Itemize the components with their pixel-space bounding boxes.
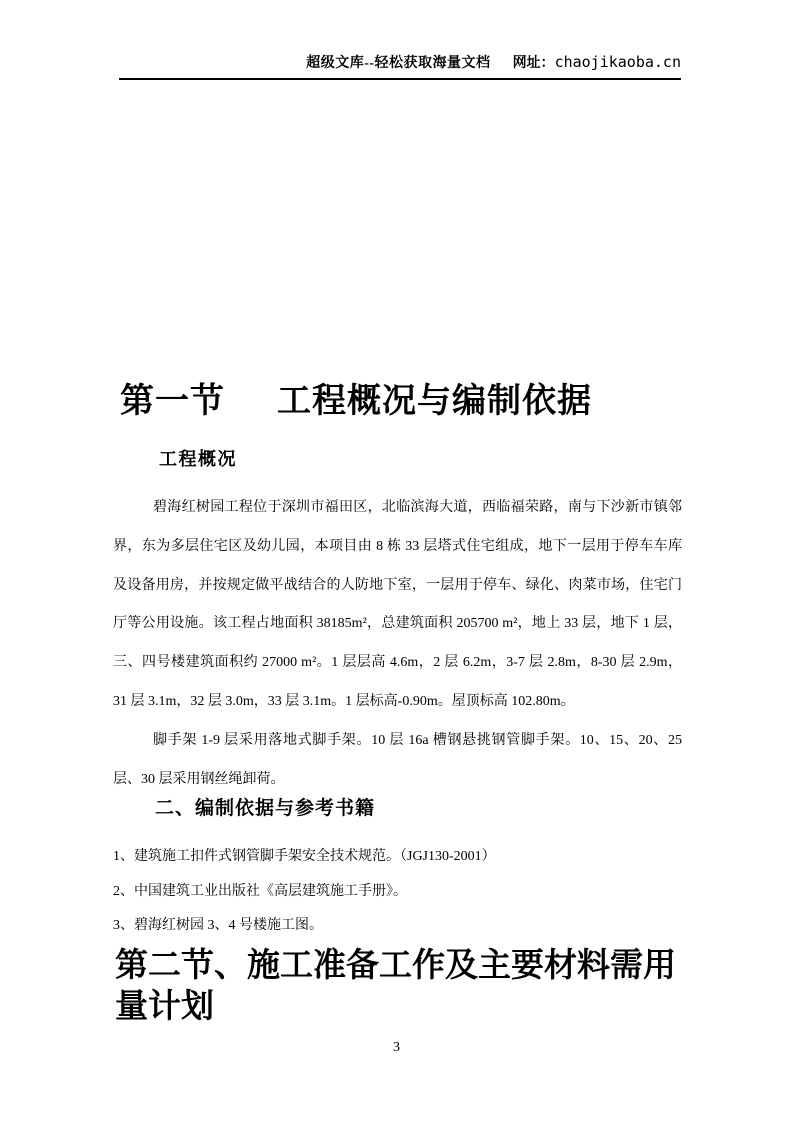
page-number: 3 <box>393 1040 400 1055</box>
text-line: 碧海红树园工程位于深圳市福田区，北临滨海大道，西临福荣路，南与下沙新市镇邻 <box>153 500 682 515</box>
text-line: 三、四号楼建筑面积约 27000 m²。1 层层高 4.6m，2 层 6.2m，3-7 层 2.8m，8-30 层 2.9m， <box>113 655 682 671</box>
overview-heading: 工程概况 <box>159 449 237 469</box>
section2-title <box>115 946 690 1028</box>
section1-title <box>120 378 592 426</box>
text-line: 31 层 3.1m，32 层 3.0m，33 层 3.1m。1 层标高-0.90m。屋顶标高 102.80m。 <box>113 693 575 709</box>
text-line: 厅等公用设施。该工程占地面积 38185m²，总建筑面积 205700 m²，地上 33 层，地下 1 层， <box>113 616 682 632</box>
overview-paragraphs <box>113 489 682 799</box>
text-line: 界，东为多层住宅区及幼儿园，本项目由 8 栋 33 层塔式住宅组成，地下一层用于停车车库 <box>113 538 682 554</box>
section2-title-line: 量计划 <box>115 989 214 1025</box>
header-url-label: 网址： <box>512 56 555 71</box>
section1-title-number: 第一节 <box>120 383 225 420</box>
text-line: 脚手架 1-9 层采用落地式脚手架。10 层 16a 槽钢悬挑钢管脚手架。10、15、20、25 <box>153 732 682 748</box>
reference-item: 1、建筑施工扣件式钢管脚手架安全技术规范。（JGJ130-2001） <box>113 849 496 864</box>
text-line: 及设备用房，并按规定做平战结合的人防地下室，一层用于停车、绿化、肉菜市场，住宅门 <box>113 577 682 593</box>
section2-title-line: 第二节、施工准备工作及主要材料需用 <box>115 948 676 984</box>
reference-item: 3、碧海红树园 3、4 号楼施工图。 <box>113 918 323 934</box>
header-site-name: 超级文库--轻松获取海量文档 <box>306 56 491 71</box>
page-header <box>119 0 681 80</box>
references-heading: 二、编制依据与参考书籍 <box>155 798 376 819</box>
reference-item: 2、中国建筑工业出版社《高层建筑施工手册》。 <box>113 883 407 899</box>
section1-title-text: 工程概况与编制依据 <box>277 383 592 420</box>
header-site-url: chaojikaoba.cn <box>554 53 681 71</box>
references-list <box>113 840 682 944</box>
text-line: 层、30 层采用钢丝绳卸荷。 <box>113 771 285 787</box>
